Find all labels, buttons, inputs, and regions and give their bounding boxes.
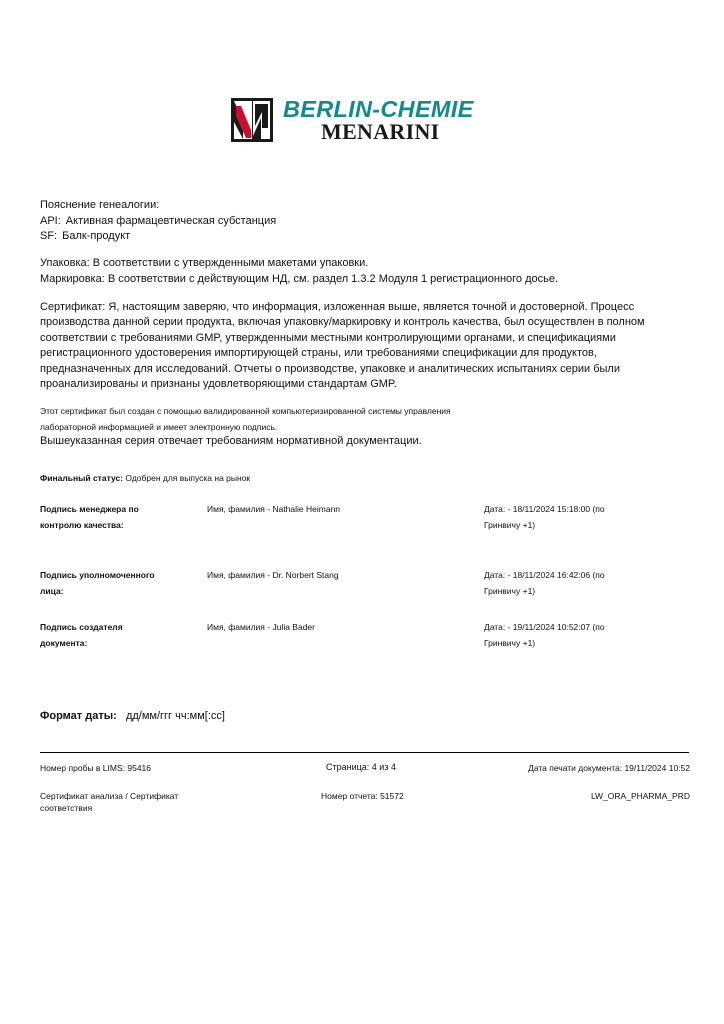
footer-page-number: Страница: 4 из 4 [326,762,396,772]
electronic-note [40,403,451,435]
genealogy-sf-key: SF: [40,230,58,242]
menarini-logo-icon [231,98,273,142]
genealogy-api-value: Активная фармацевтическая субстанция [65,214,277,227]
signature-date-line2: Гринвичу +1) [484,520,536,530]
packaging-section [40,256,558,287]
footer-report-number: Номер отчета: 51572 [321,791,404,801]
footer-lims-sample: Номер пробы в LIMS: 95416 [40,763,151,773]
genealogy-sf-row [40,229,276,245]
signature-name: Имя, фамилия - Julia Bader [207,622,315,632]
brand-name-line1: BERLIN-CHEMIE [283,96,474,122]
certificate-statement: Сертификат: Я, настоящим заверяю, что информация, изложенная выше, является точной и достоверной. Процесс производства данной серии продукта, включая упаковку/маркировку и контроль качества, был осуществлен в полном соответствии с требованиями GMP, утвержденными местными контролирующими органами, и спецификациями регистрационного удостоверения импортирующей страны, или требованиями спецификации для продуктов, предназначенных для исследований. Отчеты о производстве, упаковке и аналитических испытаниях серии были проанализированы и признаны удовлетворяющими стандартам GMP. [40,301,645,391]
date-format-value: дд/мм/ггг чч:мм[:сс] [125,710,225,722]
signature-date-line1: Дата: - 19/11/2024 10:52:07 (по [484,622,605,632]
signature-role-line2: контролю качества: [40,520,124,530]
footer-print-date: Дата печати документа: 19/11/2024 10:52 [528,763,690,773]
genealogy-api-key: API: [40,214,61,227]
genealogy-section [40,198,276,245]
signature-date-line2: Гринвичу +1) [484,638,536,648]
footer-document-type [40,790,178,814]
signature-role [40,619,180,651]
signature-role [40,501,180,533]
signature-date-line2: Гринвичу +1) [484,586,536,596]
signature-role-line1: Подпись создателя [40,622,123,632]
signature-role-line2: лица: [40,586,64,596]
signature-role-line1: Подпись менеджера по [40,504,139,514]
brand-name-line2: MENARINI [321,119,440,144]
electronic-note-line1: Этот сертификат был создан с помощью валидированной компьютеризированной системы управления [40,406,451,416]
signature-role-line1: Подпись уполномоченного [40,570,155,580]
genealogy-sf-value: Балк-продукт [62,230,131,242]
compliance-statement: Вышеуказанная серия отвечает требованиям нормативной документации. [40,435,422,447]
footer-system-id: LW_ORA_PHARMA_PRD [590,791,690,801]
signature-date-line1: Дата: - 18/11/2024 16:42:06 (по [484,570,605,580]
signature-name: Имя, фамилия - Nathalie Heimann [207,504,341,514]
labeling-line: Маркировка: В соответствии с действующим НД, см. раздел 1.3.2 Модуля 1 регистрационного досье. [40,272,559,285]
signature-name: Имя, фамилия - Dr. Norbert Stang [207,570,339,580]
packaging-line: Упаковка: В соответствии с утвержденными макетами упаковки. [40,257,369,269]
electronic-note-line2: лабораторной информацией и имеет электронную подпись. [40,422,278,432]
signature-role [40,567,180,599]
final-status-label: Финальный статус: [40,473,124,483]
final-status [40,473,250,483]
genealogy-api-row [40,214,276,230]
date-format [40,710,225,722]
footer-document-type-line2: соответствия [40,803,93,813]
signature-date [484,619,674,651]
signature-date [484,567,674,599]
footer-divider [40,752,689,753]
date-format-label: Формат даты: [40,710,117,722]
signature-date-line1: Дата: - 18/11/2024 15:18:00 (по [484,504,605,514]
genealogy-title: Пояснение генеалогии: [40,199,160,211]
footer-document-type-line1: Сертификат анализа / Сертификат [40,791,179,801]
signature-role-line2: документа: [40,638,88,648]
company-logo [231,96,493,146]
final-status-value: Одобрен для выпуска на рынок [125,473,251,483]
signature-date [484,501,674,533]
